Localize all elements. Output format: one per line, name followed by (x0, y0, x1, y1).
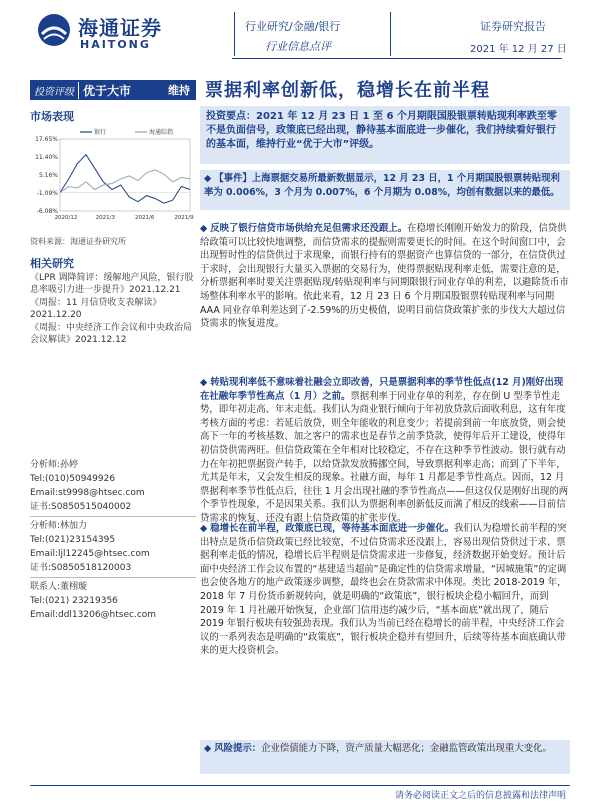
analyst-email[interactable]: Email:ljl12245@htsec.com (30, 549, 150, 559)
market-performance-heading: 市场表现 (30, 110, 74, 123)
haitong-logo (36, 8, 186, 58)
header-rule (232, 58, 562, 59)
report-category: 行业研究/金融/银行 (245, 20, 341, 33)
y-tick-label: 5.16% (38, 172, 58, 179)
contact-email[interactable]: Email:ddl13206@htsec.com (30, 610, 157, 620)
event-paragraph (200, 170, 570, 210)
x-tick-label: 2021/3 (95, 215, 116, 221)
analyst-tel: Tel:(021)23154395 (30, 535, 116, 545)
contact-name: 联系人:董栩璇 (30, 582, 88, 592)
paragraph-lead: 稳增长在前半程，政策底已现，等待基本面底进一步催化。 (210, 523, 454, 534)
market-performance-chart (30, 125, 196, 225)
related-research-list (30, 272, 196, 347)
header-divider (234, 12, 235, 56)
analyst-cert: 证书:S0850515040002 (30, 502, 132, 512)
bullet-icon: ◆ (200, 523, 208, 534)
x-tick-label: 2020/12 (54, 215, 78, 221)
risk-text: 企业偿债能力下降，资产质量大幅恶化；金融监管政策出现重大变化。 (261, 743, 552, 754)
analyst-name: 分析师:孙婷 (30, 460, 79, 470)
rating-label: 投资评级 (34, 86, 74, 98)
report-title: 票据利率创新低，稳增长在前半程 (205, 80, 490, 101)
y-tick-label: -6.08% (36, 208, 58, 215)
bullet-icon: ◆ (200, 377, 208, 388)
paragraph-lead: 转贴现利率低不意味着社融会立即改善，只是票据利率的季节性低点(12 月)刚好出现在社融年季节性高点（1 月）之前。 (200, 377, 564, 402)
paragraph-body: 我们认为稳增长前半程的突出特点是货币信贷政策已经比较宽，不过信贷需求还没跟上，容易出现信贷供过于求、票据利率走低的情况，稳增长后半程则是信贷需求进一步修复，经济数据开始变好。预计后面中央经济工作会议布置的“基建适当超前”是确定性的信贷需求增量，“因城施策”的定调也会使各地方的地产政策逐步调整，最终也会在贷款需求中体现。类比 2018-2019 年，2018 年 7 月份货币新规转向，就是明确的“政策底”，银行板块企稳小幅回升，而到 2019 年 1 月社融开始恢复，企业部门信用违约减少后，“基本面底”就出现了，随后 2019 年银行板块有较强劲表现。我们认为当前已经在稳增长的前半程，中央经济工作会议的一系列表态是明确的“政策底”，银行板块企稳并有望回升，后续等待基本面底确认带来的更大投资机会。 (200, 523, 567, 657)
analyst-divider (30, 577, 196, 578)
related-research-heading: 相关研究 (30, 257, 74, 270)
analysis-paragraph-2 (200, 376, 570, 526)
investment-summary: 投资要点：2021 年 12 月 23 日 1 至 6 个月期限国股银票转贴现利率跌至零不是负面信号，政策底已经出现，静待基本面底进一步催化，我们持续看好银行的基本面，维持行业“优于大市”评级。 (200, 106, 570, 164)
legend-label: 银行 (94, 129, 107, 136)
legend-label: 海通综指 (149, 129, 174, 136)
rating-status: 维持 (168, 84, 190, 97)
report-date: 2021 年 12 月 27 日 (470, 44, 567, 55)
analyst-tel: Tel:(010)50949926 (30, 474, 116, 484)
risk-warning (200, 740, 570, 774)
footer-rule (30, 785, 570, 786)
y-tick-label: 17.65% (35, 136, 58, 143)
related-research-item[interactable]: 《LPR 调降简评：缓解地产风险，银行股息率吸引力进一步提升》2021.12.21 (30, 273, 194, 295)
analysis-paragraph-3 (200, 522, 570, 658)
report-type: 证券研究报告 (480, 20, 546, 33)
event-text: 【事件】上海票据交易所最新数据显示，12 月 23 日，1 个月期国股银票转贴现利率为 0.006%，3 个月为 0.007%，6 个月期为 0.08%，均创有数据以来的最低。 (204, 173, 560, 198)
investment-rating-bar (30, 80, 196, 100)
related-research-item[interactable]: 《周报：中央经济工作会议和中央政治局会议解读》2021.12.12 (30, 323, 193, 345)
analyst-contacts (30, 458, 196, 622)
haitong-logo-mark-icon (36, 12, 72, 48)
contact-tel: Tel:(021) 23219356 (30, 596, 118, 606)
y-tick-label: -1.09% (36, 190, 58, 197)
logo-english-text: HAITONG (80, 38, 151, 51)
bullet-icon: ◆ (204, 743, 212, 754)
paragraph-body: 票据利率于同业存单的利差，存在倒 U 型季节性走势，即年初走高、年末走低。我们认为商业银行倾向于年初放贷款后面收利息，这有年度考核方面的考虑：若延后放贷，则全年能收的利息变少；若提前到前一年底放贷，则会使高下一年的考核基数、加之客户的需求也是春节之前季贷款，使得年后开工建设，使得年初信贷供需两旺。但信贷政策在全年相对比较稳定，不存在这种季节性波动。银行就有动力在年初把票据资产转手，以给贷款发放腾挪空间，导致票据利率走高；而到了下半年，尤其是年末，又会发生相反的现象。社融方面，每年 1 月都是季节性高点。因而，12 月票据利率季节性低点后，往往 1 月会出现社融的季节性高点——但这仅仅是刚好出现的两个季节性现象，不是因果关系。我们认为票据利率创新低反而满了相反的线索——目前信贷需求的恢复、还没有跟上信贷政策的扩张步伐。 (200, 390, 569, 524)
related-research-item[interactable]: 《周报：11 月信贷收支表解读》2021.12.20 (30, 298, 162, 320)
logo-chinese-text: 海通证券 (78, 16, 162, 40)
footer-disclaimer: 请务必阅读正文之后的信息披露和法律声明 (395, 791, 567, 801)
analyst-divider (30, 516, 196, 517)
risk-label: 风险提示： (214, 743, 262, 754)
analysis-paragraph-1 (200, 222, 570, 331)
chart-plot-frame (60, 139, 190, 211)
series-line-1 (60, 170, 190, 193)
page-header (0, 0, 600, 62)
header-divider (390, 12, 391, 56)
x-tick-label: 2021/6 (134, 215, 155, 221)
paragraph-lead: 反映了银行信贷市场供给充足但需求还没跟上。 (210, 223, 408, 234)
analyst-name: 分析师:林加力 (30, 521, 88, 531)
y-tick-label: 11.40% (35, 154, 58, 161)
x-tick-label: 2021/9 (174, 215, 194, 221)
analyst-cert: 证书:S0850518120003 (30, 563, 132, 573)
report-subcategory: 行业信息点评 (265, 40, 331, 53)
rating-value: 优于大市 (78, 82, 135, 99)
bullet-icon: ◆ (200, 223, 208, 234)
paragraph-body: 在稳增长刚刚开始发力的阶段，信贷供给政策可以比较快地调整，而信贷需求的提振则需要更长的时间。在这个时间窗口中，会出现暂时性的信贷供过于求现象，而银行持有的票据资产也算信贷的一部分，在信贷供过于求时，会出现银行大量买入票据的交易行为，使得票据贴现利率走低，需要注意的是，分析票据利率时要关注票据贴现/转贴现利率与同期限银行同业存单的利差，以避除货币市场整体利率水平的影响。依此来看，12 月 23 日 6 个月期国股银票转贴现利率与同期 AAA 同业存单利差达到了-2.59%的历史极值，说明目前信贷政策扩张的步伐大大超过信贷需求的恢复进度。 (200, 223, 569, 330)
bullet-icon: ◆ (204, 173, 212, 184)
series-line-0 (60, 155, 190, 204)
chart-source: 资料来源：海通证券研究所 (30, 237, 126, 246)
analyst-email[interactable]: Email:st9998@htsec.com (30, 488, 145, 498)
